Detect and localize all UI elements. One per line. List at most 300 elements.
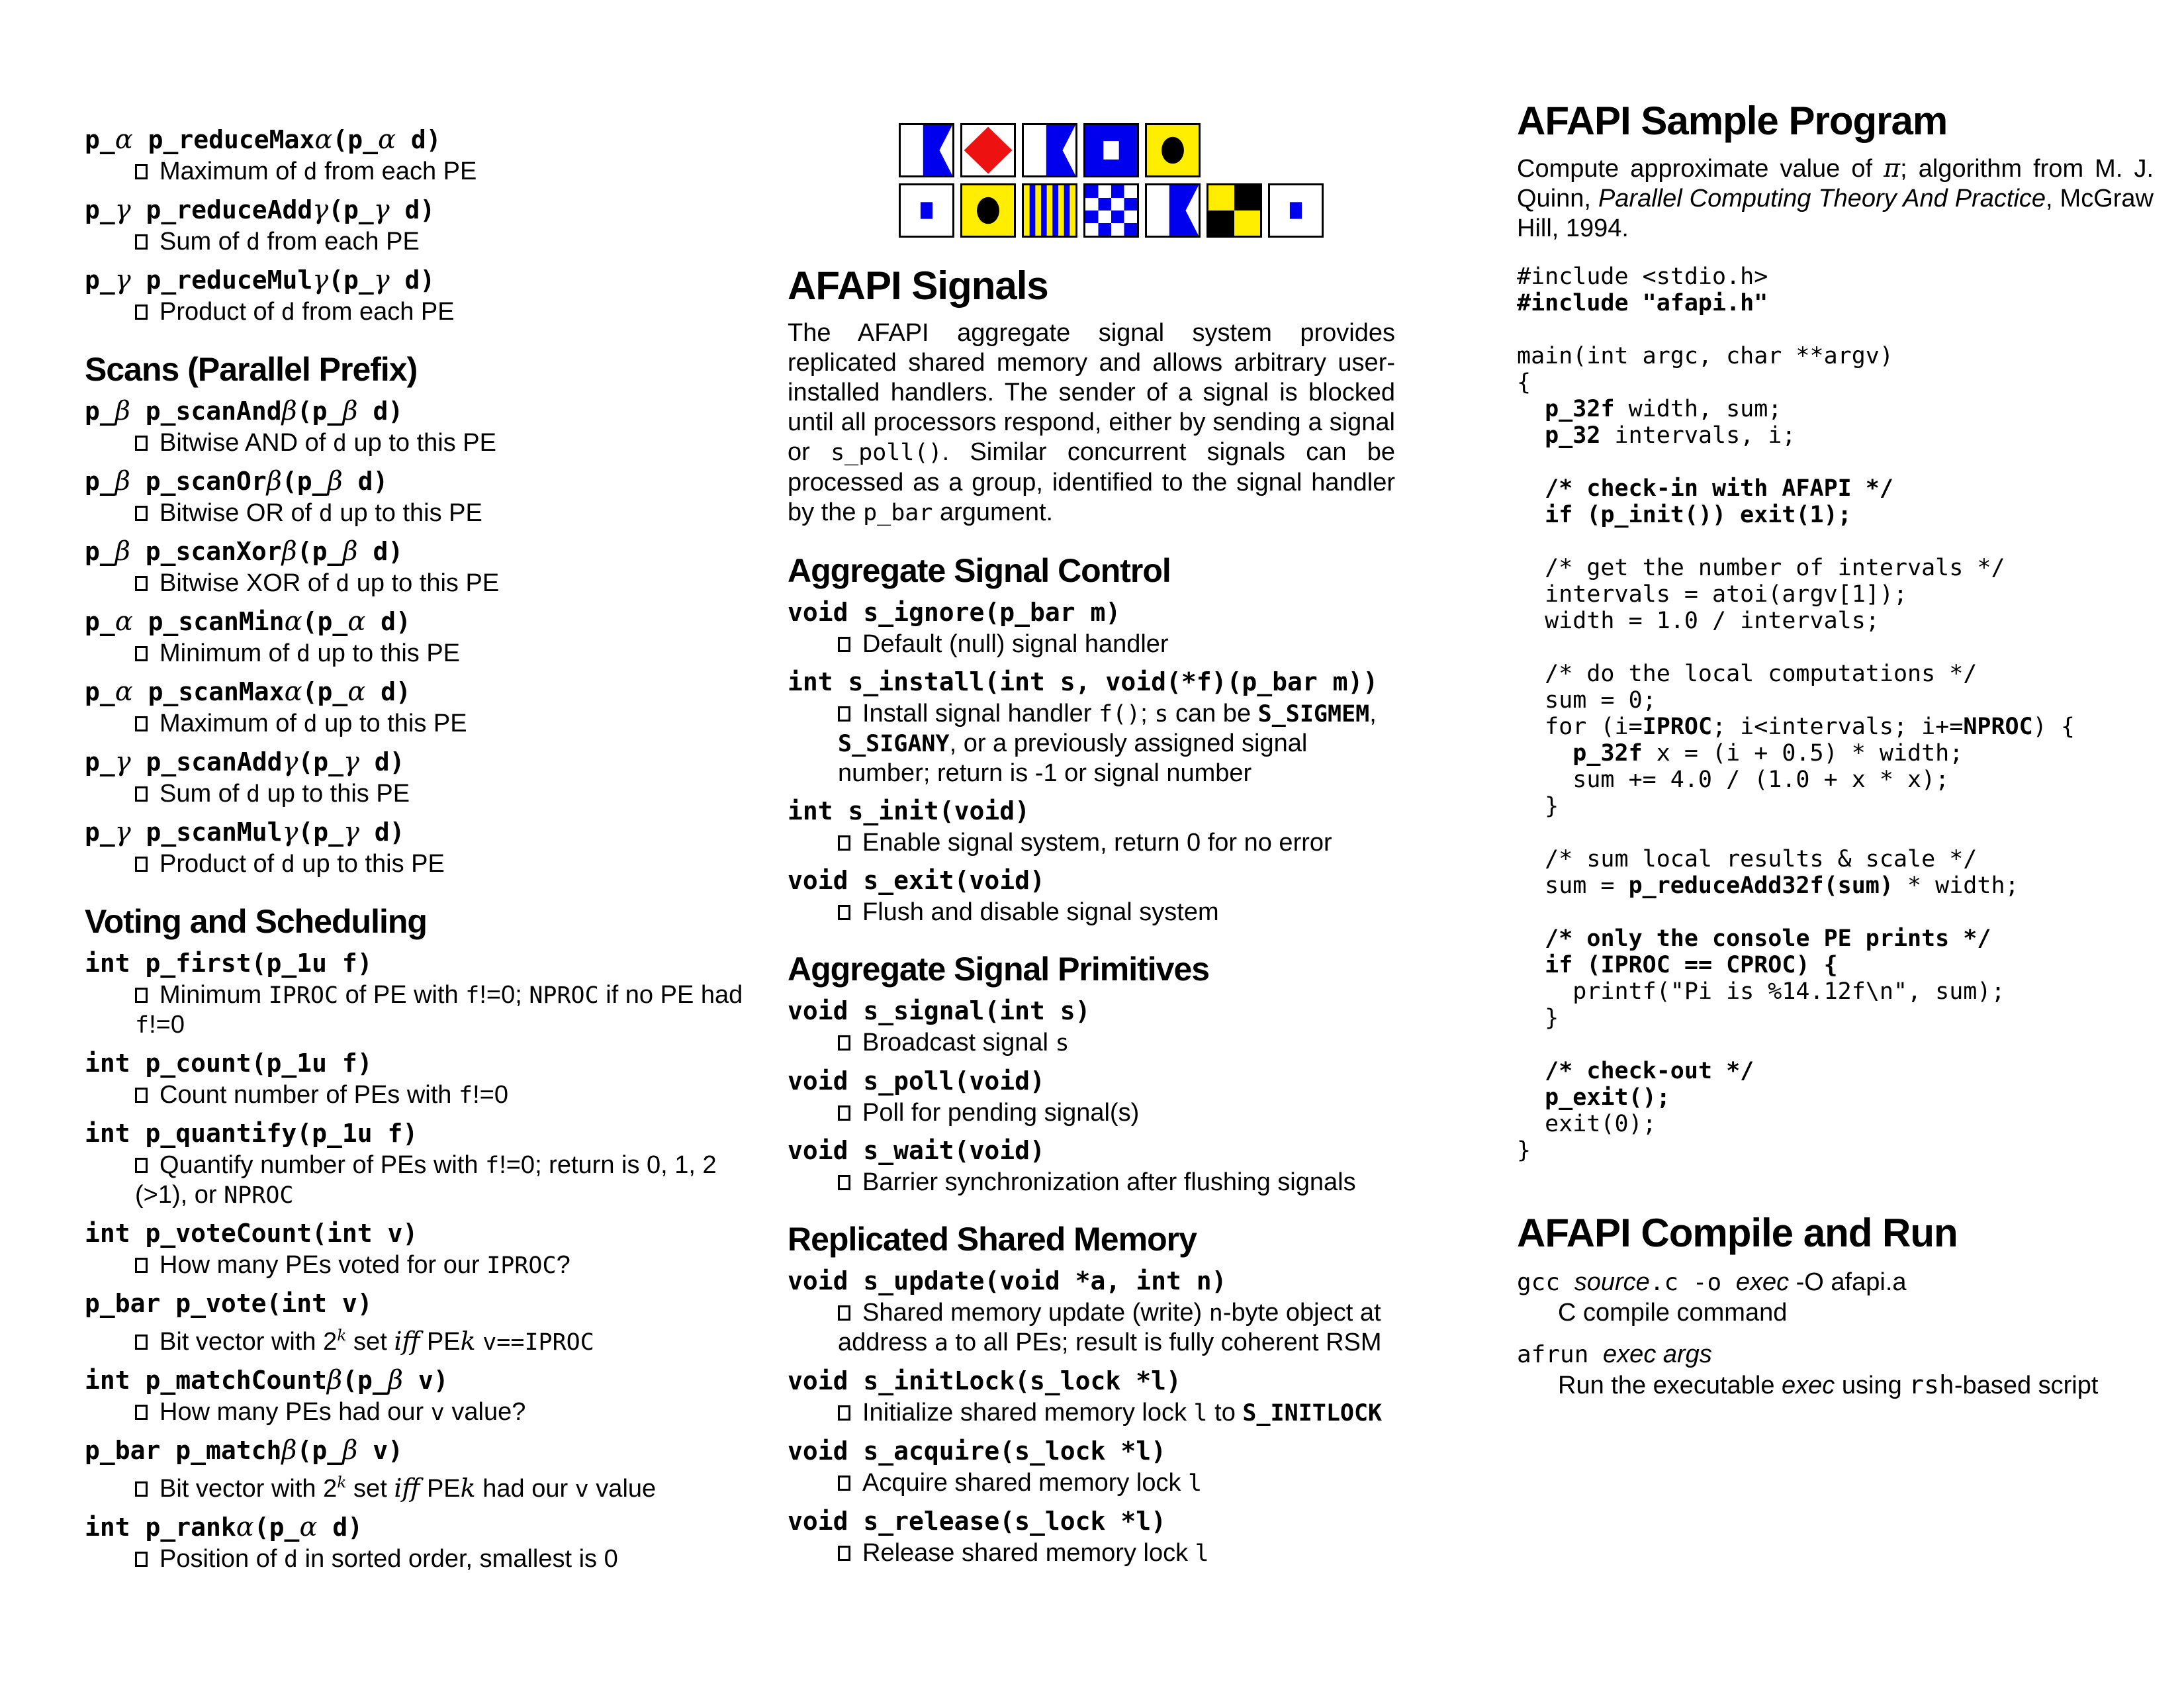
function-description (85, 779, 750, 809)
text-segment: β (114, 396, 130, 426)
text-segment: void s_poll(void) (788, 1066, 1045, 1096)
text-segment: void s_signal(int s) (788, 996, 1091, 1025)
text-segment: exec args (1603, 1340, 1712, 1368)
code-line (1517, 502, 2154, 528)
text-segment: γ (282, 747, 298, 777)
text-segment: (p_ (302, 677, 348, 706)
function-signature (788, 1436, 1395, 1467)
text-segment: d) (365, 677, 411, 706)
text-segment: d (303, 159, 318, 185)
text-segment: f (485, 1152, 500, 1179)
text-segment: p_reduceMul (130, 265, 313, 295)
api-entry (85, 1048, 750, 1110)
square-bullet-icon (135, 716, 148, 731)
text-segment: exec (1782, 1372, 1835, 1399)
api-entry (85, 1118, 750, 1210)
text-segment: k (460, 1474, 476, 1503)
function-signature (85, 1048, 750, 1079)
text-segment: β (114, 466, 130, 496)
code-line (1517, 396, 2154, 422)
text-segment: n (1208, 1300, 1223, 1327)
function-signature (85, 265, 750, 296)
text-segment: f (459, 1082, 473, 1109)
text-segment: d (296, 641, 310, 667)
text-segment: from each PE (317, 158, 477, 185)
function-description (788, 630, 1395, 659)
text-segment: k (337, 1326, 347, 1344)
text-segment: α (114, 124, 133, 155)
section-heading: Voting and Scheduling (85, 903, 427, 940)
text-segment: ; (1140, 700, 1155, 727)
text-segment: void s_ignore(p_bar m) (788, 598, 1121, 627)
compile-and-run-title: AFAPI Compile and Run (1517, 1211, 1958, 1255)
api-entry (788, 597, 1395, 659)
text-segment: d (281, 851, 295, 878)
function-signature (788, 667, 1395, 698)
text-segment: afrun (1517, 1341, 1604, 1368)
signal-flag-row-2 (899, 183, 1395, 238)
api-entry (85, 747, 750, 809)
function-signature (85, 948, 750, 979)
text-segment: S_INITLOCK (1242, 1400, 1383, 1427)
text-segment: -O afapi.a (1789, 1268, 1907, 1296)
function-description (85, 639, 750, 669)
text-segment: } (1517, 1005, 1559, 1031)
text-segment: IPROC (268, 982, 339, 1009)
text-segment: a (934, 1330, 948, 1356)
api-entry (788, 1266, 1395, 1358)
text-segment: s (1154, 701, 1169, 727)
function-signature (85, 1218, 750, 1249)
text-segment: /* sum local results & scale */ (1517, 846, 1978, 872)
function-signature (85, 1365, 750, 1396)
text-segment: up to this PE (295, 850, 445, 878)
text-segment: β (387, 1365, 403, 1395)
signal-flag-foxtrot-icon (960, 123, 1016, 177)
square-bullet-icon (135, 1158, 148, 1173)
text-segment: Maximum of (159, 158, 304, 185)
text-segment: d (318, 500, 333, 527)
text-segment: d) (396, 125, 441, 154)
api-entry (85, 1288, 750, 1357)
square-bullet-icon (838, 1405, 850, 1421)
function-signature (85, 536, 750, 567)
square-bullet-icon (135, 786, 148, 802)
text-segment: !=0; (479, 981, 529, 1009)
text-segment: , (1369, 700, 1377, 727)
text-segment: p_ (85, 125, 115, 154)
text-segment: γ (373, 265, 390, 295)
text-segment: IPROC (486, 1252, 557, 1279)
text-segment: } (1517, 1137, 1531, 1164)
text-segment: void s_update(void *a, int n) (788, 1266, 1227, 1295)
text-segment: l (1195, 1540, 1209, 1567)
signal-flag-india-icon (1145, 123, 1201, 177)
function-description (788, 1538, 1395, 1568)
text-segment: from each PE (295, 298, 455, 326)
sample-program-intro (1517, 154, 2154, 244)
text-segment: How many PEs had our (159, 1398, 431, 1426)
text-segment: S_SIGANY (838, 731, 950, 757)
text-segment: intervals, i; (1600, 422, 1796, 449)
text-segment: β (327, 1365, 343, 1395)
code-line (1517, 581, 2154, 608)
function-description (788, 1098, 1395, 1127)
code-line (1517, 714, 2154, 740)
text-segment: d) (342, 467, 388, 496)
square-bullet-icon (135, 234, 148, 250)
text-segment: (p_ (296, 1436, 343, 1465)
function-signature (85, 1512, 750, 1543)
text-segment: d) (359, 747, 405, 776)
api-entry (85, 124, 750, 187)
function-description (85, 1397, 750, 1427)
function-signature (788, 1366, 1395, 1397)
text-segment: int s_install(int s, void(*f)(p_bar m)) (788, 667, 1379, 696)
square-bullet-icon (838, 1546, 850, 1561)
api-entry (85, 396, 750, 458)
code-line (1517, 528, 2154, 555)
code-line (1517, 661, 2154, 687)
text-segment: sum = 0; (1517, 687, 1657, 714)
section-heading: Scans (Parallel Prefix) (85, 351, 418, 388)
text-segment: d (284, 1546, 298, 1573)
function-description (85, 1468, 750, 1504)
text-segment: to all PEs; result is fully coherent RSM (948, 1329, 1382, 1356)
function-signature (85, 195, 750, 226)
text-segment: /* check-in with AFAPI */ (1545, 475, 1893, 502)
text-segment: (p_ (253, 1513, 300, 1542)
square-bullet-icon (135, 646, 148, 661)
square-bullet-icon (135, 857, 148, 872)
function-signature (85, 1118, 750, 1149)
text-segment: l (1193, 1400, 1208, 1427)
function-description (788, 1398, 1395, 1428)
text-segment: Release shared memory lock (862, 1539, 1195, 1567)
text-segment: p_exit(); (1545, 1084, 1670, 1111)
code-line (1517, 767, 2154, 793)
function-signature (788, 1266, 1395, 1297)
text-segment: #include <stdio.h> (1517, 263, 1768, 290)
api-entry (85, 536, 750, 598)
text-segment: printf("Pi is %14.12f\n", sum); (1517, 978, 2005, 1005)
text-segment: β (281, 1435, 297, 1466)
text-segment: γ (312, 265, 329, 295)
text-segment: p_scanXor (130, 537, 282, 566)
square-bullet-icon (838, 1105, 850, 1121)
api-entry (85, 606, 750, 669)
text-segment: γ (312, 195, 329, 225)
text-segment: Parallel Computing Theory And Practice (1598, 185, 2046, 212)
text-segment (1517, 422, 1545, 449)
text-segment: Barrier synchronization after flushing signals (862, 1168, 1356, 1196)
text-segment: Shared memory update (write) (862, 1299, 1209, 1327)
function-description (85, 1544, 750, 1574)
square-bullet-icon (838, 1035, 850, 1051)
signal-flag-sierra-icon (1268, 183, 1324, 238)
square-bullet-icon (838, 905, 850, 920)
text-segment: NPROC (1963, 714, 2033, 740)
text-segment: . Similar concurrent signals can be processed as a group, identified to the signal handler by the (788, 438, 1395, 526)
code-line (1517, 846, 2154, 872)
text-segment: ; i<intervals; i+= (1712, 714, 1964, 740)
text-segment: rsh (1909, 1370, 1954, 1399)
code-line (1517, 1058, 2154, 1084)
function-description (85, 1080, 750, 1110)
text-segment: f (465, 982, 480, 1009)
api-entry (85, 948, 750, 1040)
function-description (85, 498, 750, 528)
text-segment: for (i= (1517, 714, 1643, 740)
text-segment: #include "afapi.h" (1517, 290, 1768, 316)
text-segment: from each PE (260, 228, 420, 256)
text-segment: v) (357, 1436, 403, 1465)
text-segment: (p_ (296, 537, 343, 566)
text-segment: !=0; return is 0, 1, 2 (>1), or (135, 1151, 717, 1209)
text-segment: using (1835, 1372, 1909, 1399)
text-segment: (p_ (298, 818, 343, 847)
text-segment: Bitwise OR of (159, 499, 319, 527)
text-segment: p_bar (863, 500, 933, 526)
text-segment: int p_quantify(p_1u f) (85, 1119, 418, 1148)
command-description (1517, 1298, 2154, 1327)
text-segment: up to this PE (260, 780, 410, 808)
text-segment: , or a previously assigned signal number; return is -1 or signal number (838, 729, 1308, 787)
signal-flag-papa-icon (1083, 123, 1139, 177)
text-segment: α (284, 606, 302, 637)
text-segment: to (1207, 1399, 1243, 1427)
text-segment: (p_ (342, 1366, 388, 1395)
text-segment: Bit vector with 2 (159, 1328, 338, 1356)
square-bullet-icon (135, 1088, 148, 1103)
text-segment: Maximum of (159, 710, 304, 737)
text-segment: value (588, 1475, 657, 1503)
text-segment: width = 1.0 / intervals; (1517, 608, 1880, 634)
function-signature (85, 1435, 750, 1466)
text-segment: up to this PE (349, 569, 500, 597)
text-segment (1517, 1084, 1545, 1111)
text-segment: γ (373, 195, 390, 225)
square-bullet-icon (135, 305, 148, 320)
text-segment: α (114, 677, 133, 707)
square-bullet-icon (838, 1175, 850, 1190)
text-segment: f (135, 1012, 150, 1039)
function-signature (85, 396, 750, 427)
text-segment (1517, 925, 1545, 952)
function-description (85, 569, 750, 598)
text-segment: β (266, 466, 282, 496)
text-segment: Default (null) signal handler (862, 630, 1169, 658)
function-signature (85, 747, 750, 778)
code-line (1517, 899, 2154, 925)
text-segment: d (246, 229, 261, 256)
function-description (85, 227, 750, 257)
function-description (788, 699, 1395, 788)
api-entry (788, 1135, 1395, 1197)
text-segment: void s_wait(void) (788, 1136, 1045, 1165)
text-segment: γ (343, 747, 359, 777)
text-segment: /* get the number of intervals */ (1517, 555, 2005, 581)
square-bullet-icon (135, 988, 148, 1003)
square-bullet-icon (838, 706, 850, 722)
function-description (85, 157, 750, 187)
api-entry (788, 1366, 1395, 1428)
text-segment: l (1188, 1470, 1203, 1497)
text-segment: p_ (85, 747, 115, 776)
api-entry (85, 466, 750, 528)
text-segment: Sum of (159, 780, 246, 808)
api-entry (788, 996, 1395, 1058)
column-reductions-scans-voting (85, 117, 750, 1574)
text-segment: α (284, 677, 302, 707)
text-segment: p_ (85, 397, 115, 426)
text-segment: Install signal handler (862, 700, 1099, 727)
square-bullet-icon (838, 637, 850, 652)
function-signature (788, 1135, 1395, 1166)
api-entry (788, 667, 1395, 788)
text-segment: v) (402, 1366, 449, 1395)
api-entry (85, 677, 750, 739)
column-signals (788, 123, 1395, 1568)
text-segment (1517, 952, 1545, 978)
text-segment: void s_release(s_lock *l) (788, 1507, 1166, 1536)
api-entry (85, 817, 750, 879)
text-segment: v (430, 1399, 445, 1426)
text-segment: (p_ (296, 397, 343, 426)
signal-flag-lima-icon (1206, 183, 1262, 238)
code-line (1517, 290, 2154, 316)
text-segment: β (342, 396, 358, 426)
text-segment: Product of (159, 298, 281, 326)
text-segment: iff (394, 1327, 420, 1356)
function-signature (85, 677, 750, 708)
text-segment: int p_voteCount(int v) (85, 1219, 418, 1248)
text-segment: value? (444, 1398, 526, 1426)
text-segment: void s_initLock(s_lock *l) (788, 1366, 1181, 1395)
c-source-code-block (1517, 263, 2154, 1164)
text-segment: π (1884, 154, 1901, 183)
text-segment: int s_init(void) (788, 796, 1030, 825)
function-description (788, 898, 1395, 927)
section-heading: Replicated Shared Memory (788, 1221, 1197, 1258)
square-bullet-icon (838, 1305, 850, 1321)
text-segment: ? (556, 1251, 570, 1279)
api-entry (85, 1365, 750, 1427)
function-description (85, 1150, 750, 1210)
text-segment: Minimum (159, 981, 269, 1009)
text-segment: (p_ (298, 747, 343, 776)
text-segment: k (337, 1473, 347, 1491)
text-segment: p_ (85, 467, 115, 496)
text-segment: d) (357, 537, 404, 566)
text-segment: α (236, 1512, 254, 1542)
signal-flag-alfa-icon (1145, 183, 1201, 238)
function-description (85, 1321, 750, 1357)
text-segment: β (281, 396, 297, 426)
text-segment: p_32f (1545, 396, 1615, 422)
function-signature (85, 817, 750, 848)
text-segment: /* check-out */ (1545, 1058, 1754, 1084)
function-description (788, 1468, 1395, 1498)
square-bullet-icon (135, 1481, 148, 1497)
text-segment: up to this PE (317, 710, 467, 737)
signal-flag-golf-icon (1022, 183, 1077, 238)
square-bullet-icon (135, 1405, 148, 1420)
square-bullet-icon (135, 164, 148, 179)
text-segment (476, 1328, 483, 1356)
square-bullet-icon (838, 835, 850, 851)
code-line (1517, 316, 2154, 343)
text-segment: γ (343, 817, 359, 847)
function-signature (85, 606, 750, 637)
text-segment: sum += 4.0 / (1.0 + x * x); (1517, 767, 1950, 793)
code-line (1517, 343, 2154, 369)
text-segment: (p_ (328, 265, 374, 295)
text-segment: intervals = atoi(argv[1]); (1517, 581, 1908, 608)
signal-flag-alfa-icon (899, 123, 954, 177)
function-description (788, 1298, 1395, 1358)
text-segment: d (281, 299, 295, 326)
text-segment: α (114, 606, 133, 637)
text-segment: γ (114, 747, 131, 777)
text-segment: p_reduceMax (132, 125, 315, 154)
text-segment: γ (114, 817, 131, 847)
function-description (788, 828, 1395, 857)
compile-entry (1517, 1339, 2154, 1400)
code-line (1517, 422, 2154, 449)
text-segment: d) (389, 195, 435, 224)
code-line (1517, 687, 2154, 714)
function-signature (788, 1066, 1395, 1097)
text-segment: int p_count(p_1u f) (85, 1049, 373, 1078)
code-line (1517, 820, 2154, 846)
text-segment: ; algorithm from M. J. Quinn, (1517, 155, 2154, 212)
text-segment: C compile command (1558, 1299, 1788, 1327)
text-segment: p_scanAnd (130, 397, 282, 426)
text-segment: γ (114, 265, 131, 295)
code-line (1517, 740, 2154, 767)
section-heading: Aggregate Signal Primitives (788, 951, 1210, 988)
text-segment: gcc (1517, 1269, 1574, 1296)
text-segment: p_scanMul (130, 818, 283, 847)
signals-api-list (788, 552, 1395, 1568)
signals-intro-paragraph (788, 318, 1395, 528)
text-segment: int p_first(p_1u f) (85, 949, 373, 978)
text-segment: γ (282, 817, 298, 847)
shell-command (1517, 1339, 2154, 1370)
text-segment (1517, 740, 1572, 767)
square-bullet-icon (135, 1258, 148, 1273)
function-signature (788, 996, 1395, 1027)
text-segment: } (1517, 793, 1559, 820)
function-description (85, 297, 750, 327)
text-segment: The AFAPI aggregate signal system provides replicated shared memory and allows arbitrary user-installed handlers. The sender of a signal is blocked until all processors respond, either by sending a signal or (788, 319, 1395, 466)
signal-flag-india-icon (960, 183, 1016, 238)
api-function-list (85, 124, 750, 1574)
text-segment: p_scanMin (132, 607, 285, 636)
text-segment: if (IPROC == CPROC) { (1545, 952, 1838, 978)
text-segment: k (460, 1327, 476, 1356)
function-signature (788, 796, 1395, 827)
text-segment: d) (357, 397, 404, 426)
text-segment: Minimum of (159, 639, 296, 667)
text-segment: Poll for pending signal(s) (862, 1099, 1140, 1127)
api-entry (788, 865, 1395, 927)
text-segment: IPROC (1642, 714, 1713, 740)
text-segment: d) (365, 607, 411, 636)
text-segment: /* only the console PE prints */ (1545, 925, 1991, 952)
text-segment: Position of (159, 1545, 284, 1573)
